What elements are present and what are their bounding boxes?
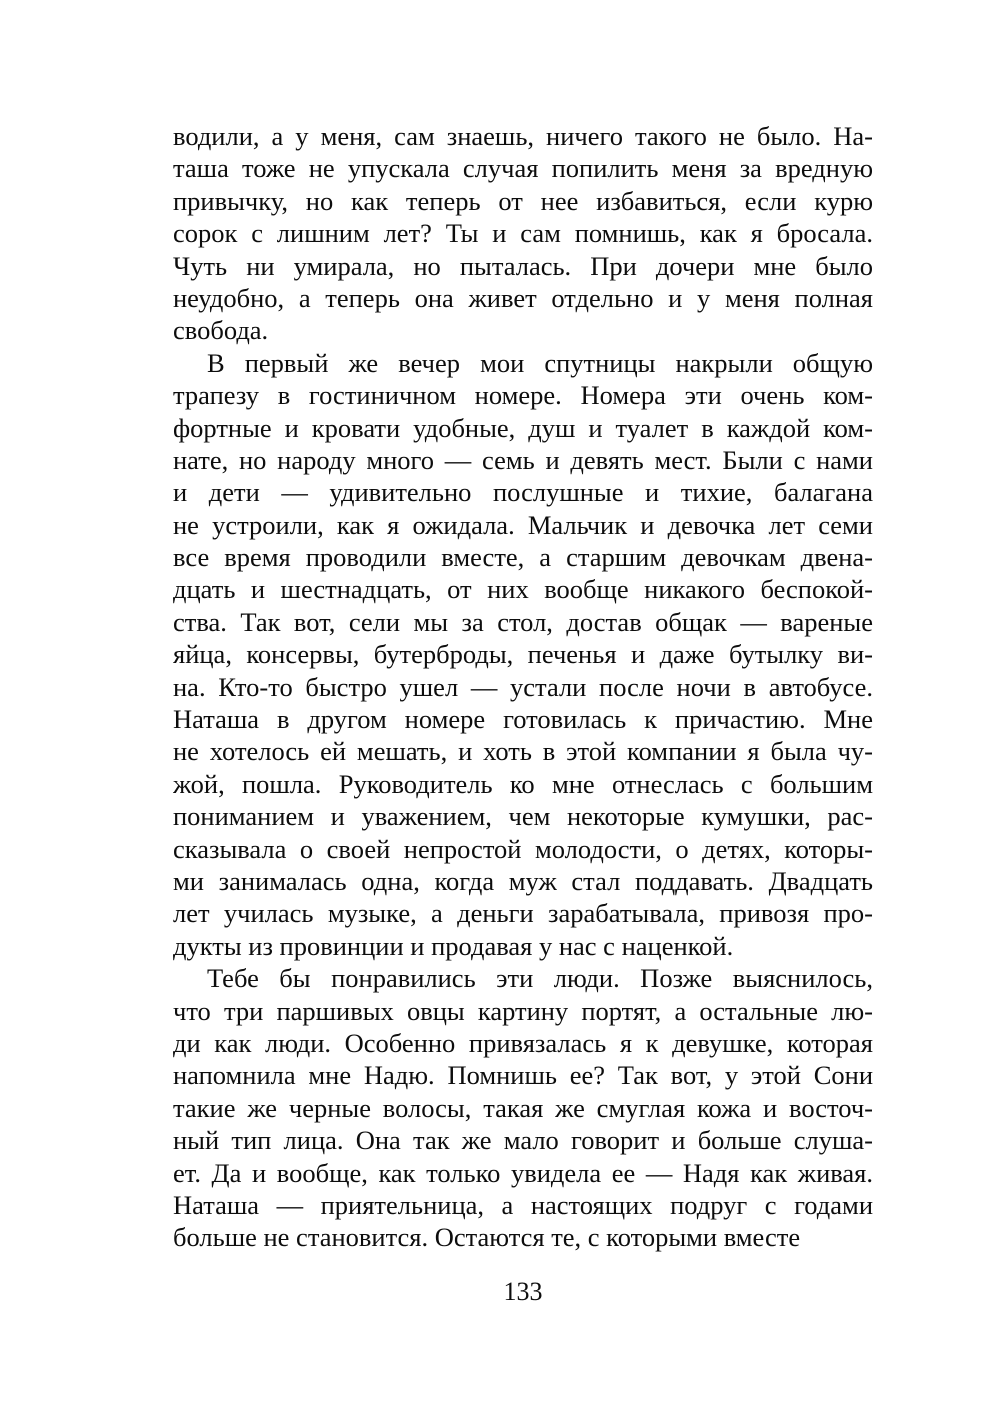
- text-line: дцать и шестнадцать, от них вообще никакого беспокой-: [173, 574, 873, 605]
- text-line: ный тип лица. Она так же мало говорит и больше слуша-: [173, 1125, 873, 1156]
- text-line: Тебе бы понравились эти люди. Позже выяснилось,: [207, 963, 873, 994]
- page-number: 133: [503, 1277, 543, 1306]
- text-line: свобода.: [173, 315, 269, 346]
- text-line: все время проводили вместе, а старшим девочкам двена-: [173, 542, 873, 573]
- text-line: нате, но народу много — семь и девять мест. Были с нами: [173, 444, 873, 475]
- text-line: В первый же вечер мои спутницы накрыли общую: [207, 347, 873, 378]
- text-line: фортные и кровати удобные, душ и туалет в каждой ком-: [173, 412, 873, 443]
- text-line: лет училась музыке, а деньги зарабатывала, привозя про-: [173, 898, 873, 929]
- page-text: [173, 120, 873, 1254]
- text-line: дукты из провинции и продавая у нас с наценкой.: [173, 930, 734, 961]
- text-line: на. Кто-то быстро ушел — устали после ночи в автобусе.: [173, 671, 873, 702]
- text-line: водили, а у меня, сам знаешь, ничего такого не было. На-: [173, 121, 873, 151]
- text-line: таша тоже не упускала случая попилить меня за вредную: [173, 153, 873, 184]
- text-line: не устроили, как я ожидала. Мальчик и девочка лет семи: [173, 509, 873, 540]
- text-line: ди как люди. Особенно привязалась я к девушке, которая: [173, 1027, 873, 1058]
- text-line: не хотелось ей мешать, и хоть в этой компании я была чу-: [173, 736, 873, 767]
- text-line: Наташа — приятельница, а настоящих подруг с годами: [173, 1189, 873, 1220]
- text-line: трапезу в гостиничном номере. Номера эти очень ком-: [173, 380, 873, 411]
- text-line: что три паршивых овцы картину портят, а остальные лю-: [173, 995, 873, 1026]
- text-line: ства. Так вот, сели мы за стол, достав общак — вареные: [173, 606, 873, 637]
- text-line: сорок с лишним лет? Ты и сам помнишь, как я бросала.: [173, 218, 873, 249]
- text-line: жой, пошла. Руководитель ко мне отнеслась с большим: [173, 768, 873, 799]
- text-line: ет. Да и вообще, как только увидела ее — Надя как живая.: [173, 1157, 873, 1188]
- text-line: Чуть ни умирала, но пыталась. При дочери мне было: [173, 250, 873, 281]
- text-line: сказывала о своей непростой молодости, о детях, которы-: [173, 833, 873, 864]
- text-line: напомнила мне Надю. Помнишь ее? Так вот, у этой Сони: [173, 1060, 873, 1091]
- text-line: ми занималась одна, когда муж стал поддавать. Двадцать: [173, 865, 873, 896]
- text-line: Наташа в другом номере готовилась к причастию. Мне: [173, 704, 873, 735]
- text-line: такие же черные волосы, такая же смуглая кожа и восточ-: [173, 1092, 873, 1123]
- text-line: яйца, консервы, бутерброды, печенья и даже бутылку ви-: [173, 639, 873, 670]
- text-line: привычку, но как теперь от нее избавиться, если курю: [173, 185, 873, 216]
- text-line: пониманием и уважением, чем некоторые кумушки, рас-: [173, 801, 873, 832]
- text-line: больше не становится. Остаются те, с которыми вместе: [173, 1222, 801, 1253]
- text-line: и дети — удивительно послушные и тихие, балагана: [173, 477, 873, 508]
- text-line: неудобно, а теперь она живет отдельно и у меня полная: [173, 282, 873, 313]
